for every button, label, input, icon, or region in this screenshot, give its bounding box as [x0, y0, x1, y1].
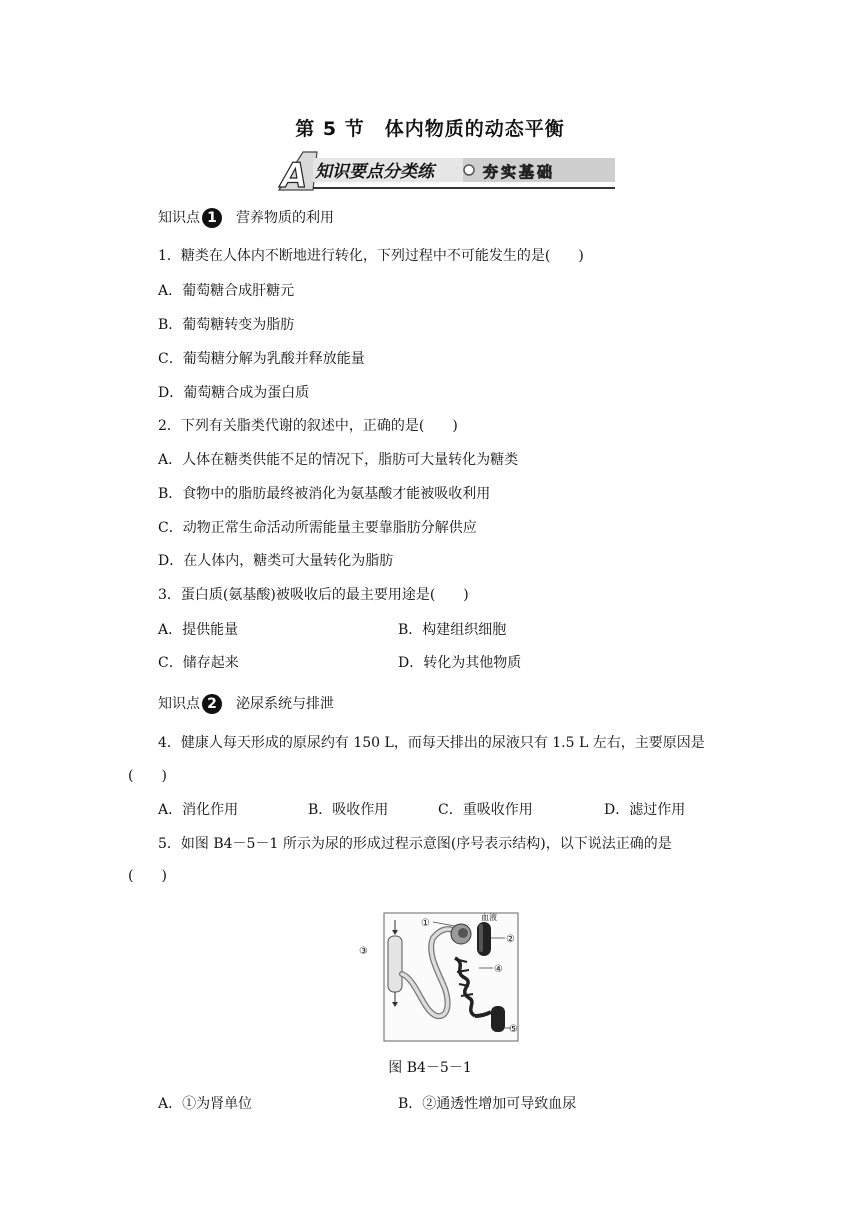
kp-title: 泌尿系统与排泄	[236, 696, 334, 712]
q3-stem: 3．蛋白质(氨基酸)被吸收后的最主要用途是( )	[158, 587, 469, 603]
q2-stem: 2．下列有关脂类代谢的叙述中，正确的是( )	[158, 418, 458, 434]
q3-option-b: B．构建组织细胞	[398, 622, 507, 638]
q5-option-b: B．②通透性增加可导致血尿	[398, 1096, 577, 1112]
svg-text:A: A	[281, 156, 308, 196]
fig-label-1: ①	[421, 918, 430, 929]
q3-option-a: A．提供能量	[158, 622, 239, 638]
banner-main-text: 知识要点分类练	[315, 162, 434, 182]
urine-formation-diagram	[359, 912, 519, 1042]
q1-option-c: C．葡萄糖分解为乳酸并释放能量	[158, 351, 365, 367]
fig-label-2: ②	[506, 934, 515, 945]
q2-option-a: A．人体在糖类供能不足的情况下，脂肪可大量转化为糖类	[158, 452, 519, 468]
q5-option-a: A．①为肾单位	[158, 1096, 253, 1112]
kp-number-badge: 1	[202, 208, 222, 228]
kp-number-badge: 2	[202, 694, 222, 714]
q3-option-c: C．储存起来	[158, 655, 239, 671]
q2-option-d: D．在人体内，糖类可大量转化为脂肪	[158, 553, 394, 569]
q4-option-d: D．滤过作用	[604, 802, 686, 818]
banner-sub-text: 夯实基础	[483, 163, 556, 181]
q4-paren: ( )	[128, 768, 167, 784]
q1-option-b: B．葡萄糖转变为脂肪	[158, 317, 295, 333]
q5-paren: ( )	[128, 868, 167, 884]
q1-option-d: D．葡萄糖合成为蛋白质	[158, 385, 310, 401]
figure-caption: 图 B4－5－1	[388, 1060, 472, 1076]
q5-stem: 5．如图 B4－5－1 所示为尿的形成过程示意图(序号表示结构)，以下说法正确的是	[158, 836, 672, 852]
q4-option-a: A．消化作用	[158, 802, 239, 818]
kp-label: 知识点	[158, 696, 200, 712]
fig-label-blood: 血液	[481, 913, 497, 922]
q4-option-c: C．重吸收作用	[438, 802, 533, 818]
q2-option-b: B．食物中的脂肪最终被消化为氨基酸才能被吸收利用	[158, 486, 491, 502]
fig-label-4: ④	[494, 964, 503, 975]
q2-option-c: C．动物正常生命活动所需能量主要靠脂肪分解供应	[158, 520, 477, 536]
knowledge-point-2	[158, 694, 334, 714]
q4-option-b: B．吸收作用	[308, 802, 389, 818]
section-banner	[273, 150, 619, 196]
q1-stem: 1．糖类在人体内不断地进行转化，下列过程中不可能发生的是( )	[158, 248, 584, 264]
q3-option-d: D．转化为其他物质	[398, 655, 522, 671]
q4-stem: 4．健康人每天形成的原尿约有 150 L，而每天排出的尿液只有 1.5 L 左右，主要原因是	[158, 735, 705, 751]
fig-label-3: ③	[359, 946, 368, 957]
kp-title: 营养物质的利用	[236, 210, 334, 226]
kp-label: 知识点	[158, 210, 200, 226]
fig-label-5: ⑤	[509, 1024, 518, 1035]
knowledge-point-1	[158, 208, 334, 228]
page-title: 第 5 节 体内物质的动态平衡	[295, 118, 565, 140]
q1-option-a: A．葡萄糖合成肝糖元	[158, 283, 295, 299]
